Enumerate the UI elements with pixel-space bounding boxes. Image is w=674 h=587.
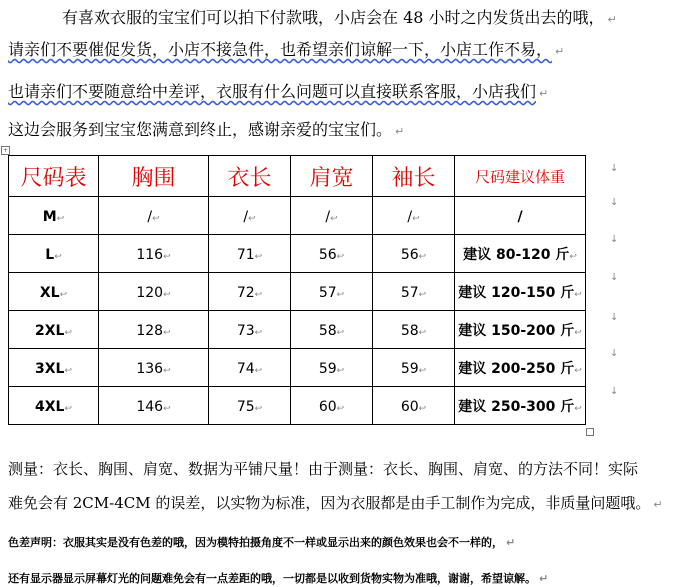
measure-note-line-2: [8, 493, 663, 515]
row-end-mark-icon: ↓: [610, 386, 619, 397]
intro-text-1: 有喜欢衣服的宝宝们可以拍下付款哦，小店会在 48 小时之内发货出去的哦，: [62, 8, 605, 27]
table-row: [9, 273, 586, 311]
paragraph-mark-icon: ↵: [653, 498, 663, 511]
cell-sleeve[interactable]: 60↩: [373, 387, 455, 425]
header-shoulder[interactable]: 肩宽: [291, 156, 373, 197]
cell-chest[interactable]: 128↩: [99, 311, 209, 349]
cell-length[interactable]: 74↩: [209, 349, 291, 387]
row-end-mark-icon: ↓: [610, 348, 619, 359]
measure-note-line-1: [8, 459, 638, 479]
row-end-mark-icon: ↓: [610, 234, 619, 245]
size-table: [8, 155, 586, 425]
intro-line-3: [8, 82, 548, 104]
table-row: [9, 349, 586, 387]
measure-text-2: 难免会有 2CM-4CM 的误差，以实物为标准，因为衣服都是由手工制作为完成，非质量问题哦。: [8, 494, 651, 512]
cell-shoulder[interactable]: 57↩: [291, 273, 373, 311]
cell-chest[interactable]: 116↩: [99, 235, 209, 273]
cell-weight[interactable]: 建议 150-200 斤↩: [455, 311, 586, 349]
cell-size[interactable]: 4XL↩: [9, 387, 99, 425]
cell-sleeve[interactable]: 59↩: [373, 349, 455, 387]
row-end-mark-icon: ↓: [610, 312, 619, 323]
cell-weight[interactable]: 建议 120-150 斤↩: [455, 273, 586, 311]
table-row: [9, 235, 586, 273]
paragraph-mark-icon: ↵: [395, 125, 405, 138]
intro-line-4: [8, 120, 404, 142]
row-end-mark-icon: ↓: [610, 163, 619, 174]
table-row: [9, 387, 586, 425]
measure-text-1: 测量：衣长、胸围、肩宽、数据为平铺尺量！由于测量：衣长、胸围、肩宽、的方法不同！实际: [8, 460, 639, 478]
paragraph-mark-icon: ↵: [555, 45, 565, 58]
cell-shoulder[interactable]: 59↩: [291, 349, 373, 387]
cell-size[interactable]: 3XL↩: [9, 349, 99, 387]
cell-weight[interactable]: 建议 80-120 斤↩: [455, 235, 586, 273]
table-header-row: [9, 156, 586, 197]
intro-text-2: 请亲们不要催促发货，小店不接急件，也希望亲们谅解一下，小店工作不易，: [8, 40, 553, 59]
cell-length[interactable]: 72↩: [209, 273, 291, 311]
cell-length[interactable]: 71↩: [209, 235, 291, 273]
paragraph-mark-icon: ↵: [607, 13, 617, 26]
intro-text-3: 也请亲们不要随意给中差评，衣服有什么问题可以直接联系客服，小店我们: [8, 82, 537, 101]
table-move-handle-icon[interactable]: +: [2, 147, 9, 154]
cell-sleeve[interactable]: 57↩: [373, 273, 455, 311]
cell-chest[interactable]: 136↩: [99, 349, 209, 387]
header-chest[interactable]: 胸围: [99, 156, 209, 197]
cell-sleeve[interactable]: 58↩: [373, 311, 455, 349]
cell-sleeve[interactable]: /↩: [373, 197, 455, 235]
row-end-mark-icon: ↓: [610, 197, 619, 208]
cell-shoulder[interactable]: 56↩: [291, 235, 373, 273]
table-resize-handle[interactable]: [586, 428, 594, 436]
cell-size[interactable]: 2XL↩: [9, 311, 99, 349]
intro-text-4: 这边会服务到宝宝您满意到终止，感谢亲爱的宝宝们。: [8, 120, 393, 139]
table-row: [9, 197, 586, 235]
intro-line-2: [8, 40, 564, 62]
cell-shoulder[interactable]: 58↩: [291, 311, 373, 349]
cell-length[interactable]: 75↩: [209, 387, 291, 425]
intro-line-1: [62, 8, 617, 30]
cell-length[interactable]: /↩: [209, 197, 291, 235]
screen-note: [8, 570, 548, 586]
cell-weight[interactable]: /: [455, 197, 586, 235]
header-weight[interactable]: 尺码建议体重: [455, 156, 586, 197]
cell-size[interactable]: L↩: [9, 235, 99, 273]
header-length[interactable]: 衣长: [209, 156, 291, 197]
screen-note-text: 还有显示器显示屏幕灯光的问题难免会有一点差距的哦，一切都是以收到货物实物为准哦，谢谢，希望谅解。: [8, 572, 536, 585]
cell-weight[interactable]: 建议 250-300 斤↩: [455, 387, 586, 425]
row-end-mark-icon: ↓: [610, 272, 619, 283]
cell-chest[interactable]: /↩: [99, 197, 209, 235]
cell-size[interactable]: XL↩: [9, 273, 99, 311]
cell-weight[interactable]: 建议 200-250 斤↩: [455, 349, 586, 387]
cell-length[interactable]: 73↩: [209, 311, 291, 349]
color-note-text: 色差声明：衣服其实是没有色差的哦，因为模特拍摄角度不一样或显示出来的颜色效果也会不一样的，: [8, 536, 503, 549]
cell-sleeve[interactable]: 56↩: [373, 235, 455, 273]
paragraph-mark-icon: ↵: [506, 536, 516, 549]
color-note: [8, 534, 515, 550]
cell-size[interactable]: M↩: [9, 197, 99, 235]
paragraph-mark-icon: ↵: [539, 572, 549, 585]
cell-chest[interactable]: 120↩: [99, 273, 209, 311]
header-size[interactable]: 尺码表: [9, 156, 99, 197]
cell-shoulder[interactable]: /↩: [291, 197, 373, 235]
header-sleeve[interactable]: 袖长: [373, 156, 455, 197]
cell-shoulder[interactable]: 60↩: [291, 387, 373, 425]
cell-chest[interactable]: 146↩: [99, 387, 209, 425]
paragraph-mark-icon: ↵: [539, 87, 549, 100]
table-row: [9, 311, 586, 349]
